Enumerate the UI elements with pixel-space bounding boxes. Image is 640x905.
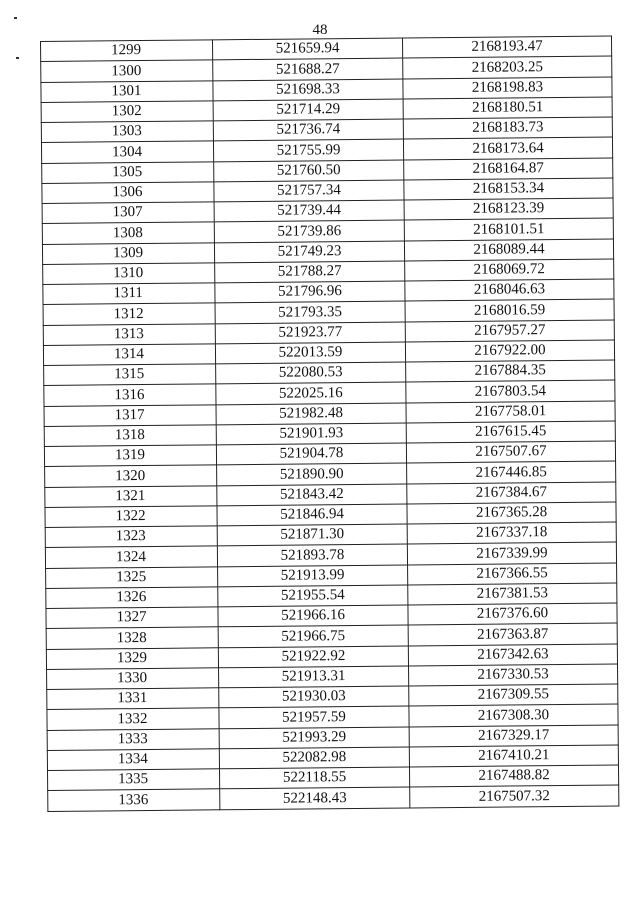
- y-coordinate-cell: 2167615.45: [406, 421, 615, 443]
- y-coordinate-cell: 2167308.30: [409, 704, 618, 726]
- y-coordinate-cell: 2167330.53: [409, 664, 618, 686]
- point-number-cell: 1311: [43, 283, 215, 305]
- y-coordinate-cell: 2168101.51: [404, 218, 613, 240]
- y-coordinate-cell: 2168180.51: [403, 97, 612, 119]
- scan-speck: [16, 57, 19, 59]
- x-coordinate-cell: 521739.86: [214, 220, 404, 242]
- x-coordinate-cell: 521993.29: [219, 726, 409, 748]
- x-coordinate-cell: 521749.23: [214, 241, 404, 263]
- y-coordinate-cell: 2168123.39: [404, 198, 613, 220]
- x-coordinate-cell: 521793.35: [215, 301, 405, 323]
- x-coordinate-cell: 521714.29: [213, 99, 403, 121]
- y-coordinate-cell: 2167329.17: [409, 724, 618, 746]
- point-number-cell: 1312: [43, 303, 215, 325]
- point-number-cell: 1307: [42, 202, 214, 224]
- x-coordinate-cell: 521923.77: [215, 322, 405, 344]
- point-number-cell: 1331: [47, 688, 219, 710]
- x-coordinate-cell: 521955.54: [218, 585, 408, 607]
- y-coordinate-cell: 2167446.85: [407, 461, 616, 483]
- point-number-cell: 1316: [44, 384, 216, 406]
- y-coordinate-cell: 2167758.01: [406, 400, 615, 422]
- x-coordinate-cell: 521930.03: [219, 686, 409, 708]
- y-coordinate-cell: 2168016.59: [405, 299, 614, 321]
- point-number-cell: 1332: [47, 708, 219, 730]
- y-coordinate-cell: 2168173.64: [403, 137, 612, 159]
- point-number-cell: 1321: [45, 485, 217, 507]
- point-number-cell: 1324: [45, 546, 217, 568]
- y-coordinate-cell: 2168089.44: [404, 239, 613, 261]
- x-coordinate-cell: 521659.94: [212, 38, 402, 60]
- point-number-cell: 1299: [41, 40, 213, 62]
- x-coordinate-cell: 521913.31: [219, 666, 409, 688]
- y-coordinate-cell: 2167507.67: [406, 441, 615, 463]
- point-number-cell: 1329: [46, 647, 218, 669]
- y-coordinate-cell: 2168153.34: [404, 178, 613, 200]
- point-number-cell: 1304: [41, 141, 213, 163]
- point-number-cell: 1302: [41, 101, 213, 123]
- y-coordinate-cell: 2167884.35: [406, 360, 615, 382]
- point-number-cell: 1314: [43, 344, 215, 366]
- point-number-cell: 1308: [42, 222, 214, 244]
- x-coordinate-cell: 521901.93: [216, 423, 406, 445]
- y-coordinate-cell: 2168183.73: [403, 117, 612, 139]
- y-coordinate-cell: 2168046.63: [405, 279, 614, 301]
- x-coordinate-cell: 521760.50: [214, 160, 404, 182]
- x-coordinate-cell: 521688.27: [213, 58, 403, 80]
- y-coordinate-cell: 2167339.99: [407, 542, 616, 564]
- x-coordinate-cell: 522082.98: [219, 747, 409, 769]
- point-number-cell: 1320: [45, 465, 217, 487]
- y-coordinate-cell: 2168193.47: [402, 36, 611, 58]
- point-number-cell: 1309: [42, 242, 214, 264]
- y-coordinate-cell: 2168069.72: [405, 259, 614, 281]
- x-coordinate-cell: 522148.43: [220, 787, 410, 809]
- point-number-cell: 1328: [46, 627, 218, 649]
- x-coordinate-cell: 521893.78: [217, 544, 407, 566]
- y-coordinate-cell: 2167381.53: [408, 583, 617, 605]
- point-number-cell: 1335: [48, 769, 220, 791]
- point-number-cell: 1310: [43, 263, 215, 285]
- point-number-cell: 1325: [46, 566, 218, 588]
- point-number-cell: 1317: [44, 404, 216, 426]
- x-coordinate-cell: 521846.94: [217, 504, 407, 526]
- x-coordinate-cell: 521913.99: [218, 564, 408, 586]
- x-coordinate-cell: 522013.59: [215, 342, 405, 364]
- x-coordinate-cell: 521843.42: [217, 483, 407, 505]
- x-coordinate-cell: 521788.27: [215, 261, 405, 283]
- x-coordinate-cell: 521890.90: [217, 463, 407, 485]
- x-coordinate-cell: 521957.59: [219, 706, 409, 728]
- y-coordinate-cell: 2167488.82: [409, 765, 618, 787]
- x-coordinate-cell: 521736.74: [213, 119, 403, 141]
- y-coordinate-cell: 2168198.83: [403, 77, 612, 99]
- x-coordinate-cell: 521698.33: [213, 79, 403, 101]
- x-coordinate-cell: 522118.55: [219, 767, 409, 789]
- y-coordinate-cell: 2167337.18: [407, 522, 616, 544]
- point-number-cell: 1305: [42, 161, 214, 183]
- y-coordinate-cell: 2167342.63: [408, 643, 617, 665]
- x-coordinate-cell: 521755.99: [213, 139, 403, 161]
- point-number-cell: 1322: [45, 506, 217, 528]
- point-number-cell: 1313: [43, 323, 215, 345]
- scan-speck: [14, 17, 17, 19]
- point-number-cell: 1306: [42, 182, 214, 204]
- y-coordinate-cell: 2167363.87: [408, 623, 617, 645]
- x-coordinate-cell: 522025.16: [216, 382, 406, 404]
- point-number-cell: 1330: [47, 668, 219, 690]
- y-coordinate-cell: 2167309.55: [409, 684, 618, 706]
- point-number-cell: 1303: [41, 121, 213, 143]
- y-coordinate-cell: 2167365.28: [407, 502, 616, 524]
- point-number-cell: 1315: [44, 364, 216, 386]
- point-number-cell: 1318: [44, 425, 216, 447]
- point-number-cell: 1326: [46, 587, 218, 609]
- y-coordinate-cell: 2167507.32: [410, 785, 619, 807]
- y-coordinate-cell: 2168164.87: [404, 158, 613, 180]
- x-coordinate-cell: 521757.34: [214, 180, 404, 202]
- point-number-cell: 1319: [44, 445, 216, 467]
- y-coordinate-cell: 2167803.54: [406, 380, 615, 402]
- coordinate-table-sheet: [40, 35, 627, 811]
- x-coordinate-cell: 522080.53: [216, 362, 406, 384]
- x-coordinate-cell: 521739.44: [214, 200, 404, 222]
- x-coordinate-cell: 521796.96: [215, 281, 405, 303]
- x-coordinate-cell: 521904.78: [216, 443, 406, 465]
- point-number-cell: 1327: [46, 607, 218, 629]
- x-coordinate-cell: 521922.92: [218, 645, 408, 667]
- point-number-cell: 1300: [41, 60, 213, 82]
- y-coordinate-cell: 2167410.21: [409, 745, 618, 767]
- page-number: 48: [312, 22, 328, 38]
- y-coordinate-cell: 2167376.60: [408, 603, 617, 625]
- point-number-cell: 1323: [45, 526, 217, 548]
- y-coordinate-cell: 2168203.25: [403, 56, 612, 78]
- x-coordinate-cell: 521966.16: [218, 605, 408, 627]
- x-coordinate-cell: 521871.30: [217, 524, 407, 546]
- point-number-cell: 1334: [47, 749, 219, 771]
- y-coordinate-cell: 2167922.00: [405, 340, 614, 362]
- y-coordinate-cell: 2167957.27: [405, 320, 614, 342]
- x-coordinate-cell: 521982.48: [216, 403, 406, 425]
- point-number-cell: 1333: [47, 728, 219, 750]
- point-number-cell: 1301: [41, 80, 213, 102]
- coordinate-table: [40, 36, 619, 812]
- y-coordinate-cell: 2167366.55: [408, 562, 617, 584]
- coordinate-table-body: [41, 36, 619, 811]
- x-coordinate-cell: 521966.75: [218, 625, 408, 647]
- point-number-cell: 1336: [48, 789, 220, 811]
- y-coordinate-cell: 2167384.67: [407, 481, 616, 503]
